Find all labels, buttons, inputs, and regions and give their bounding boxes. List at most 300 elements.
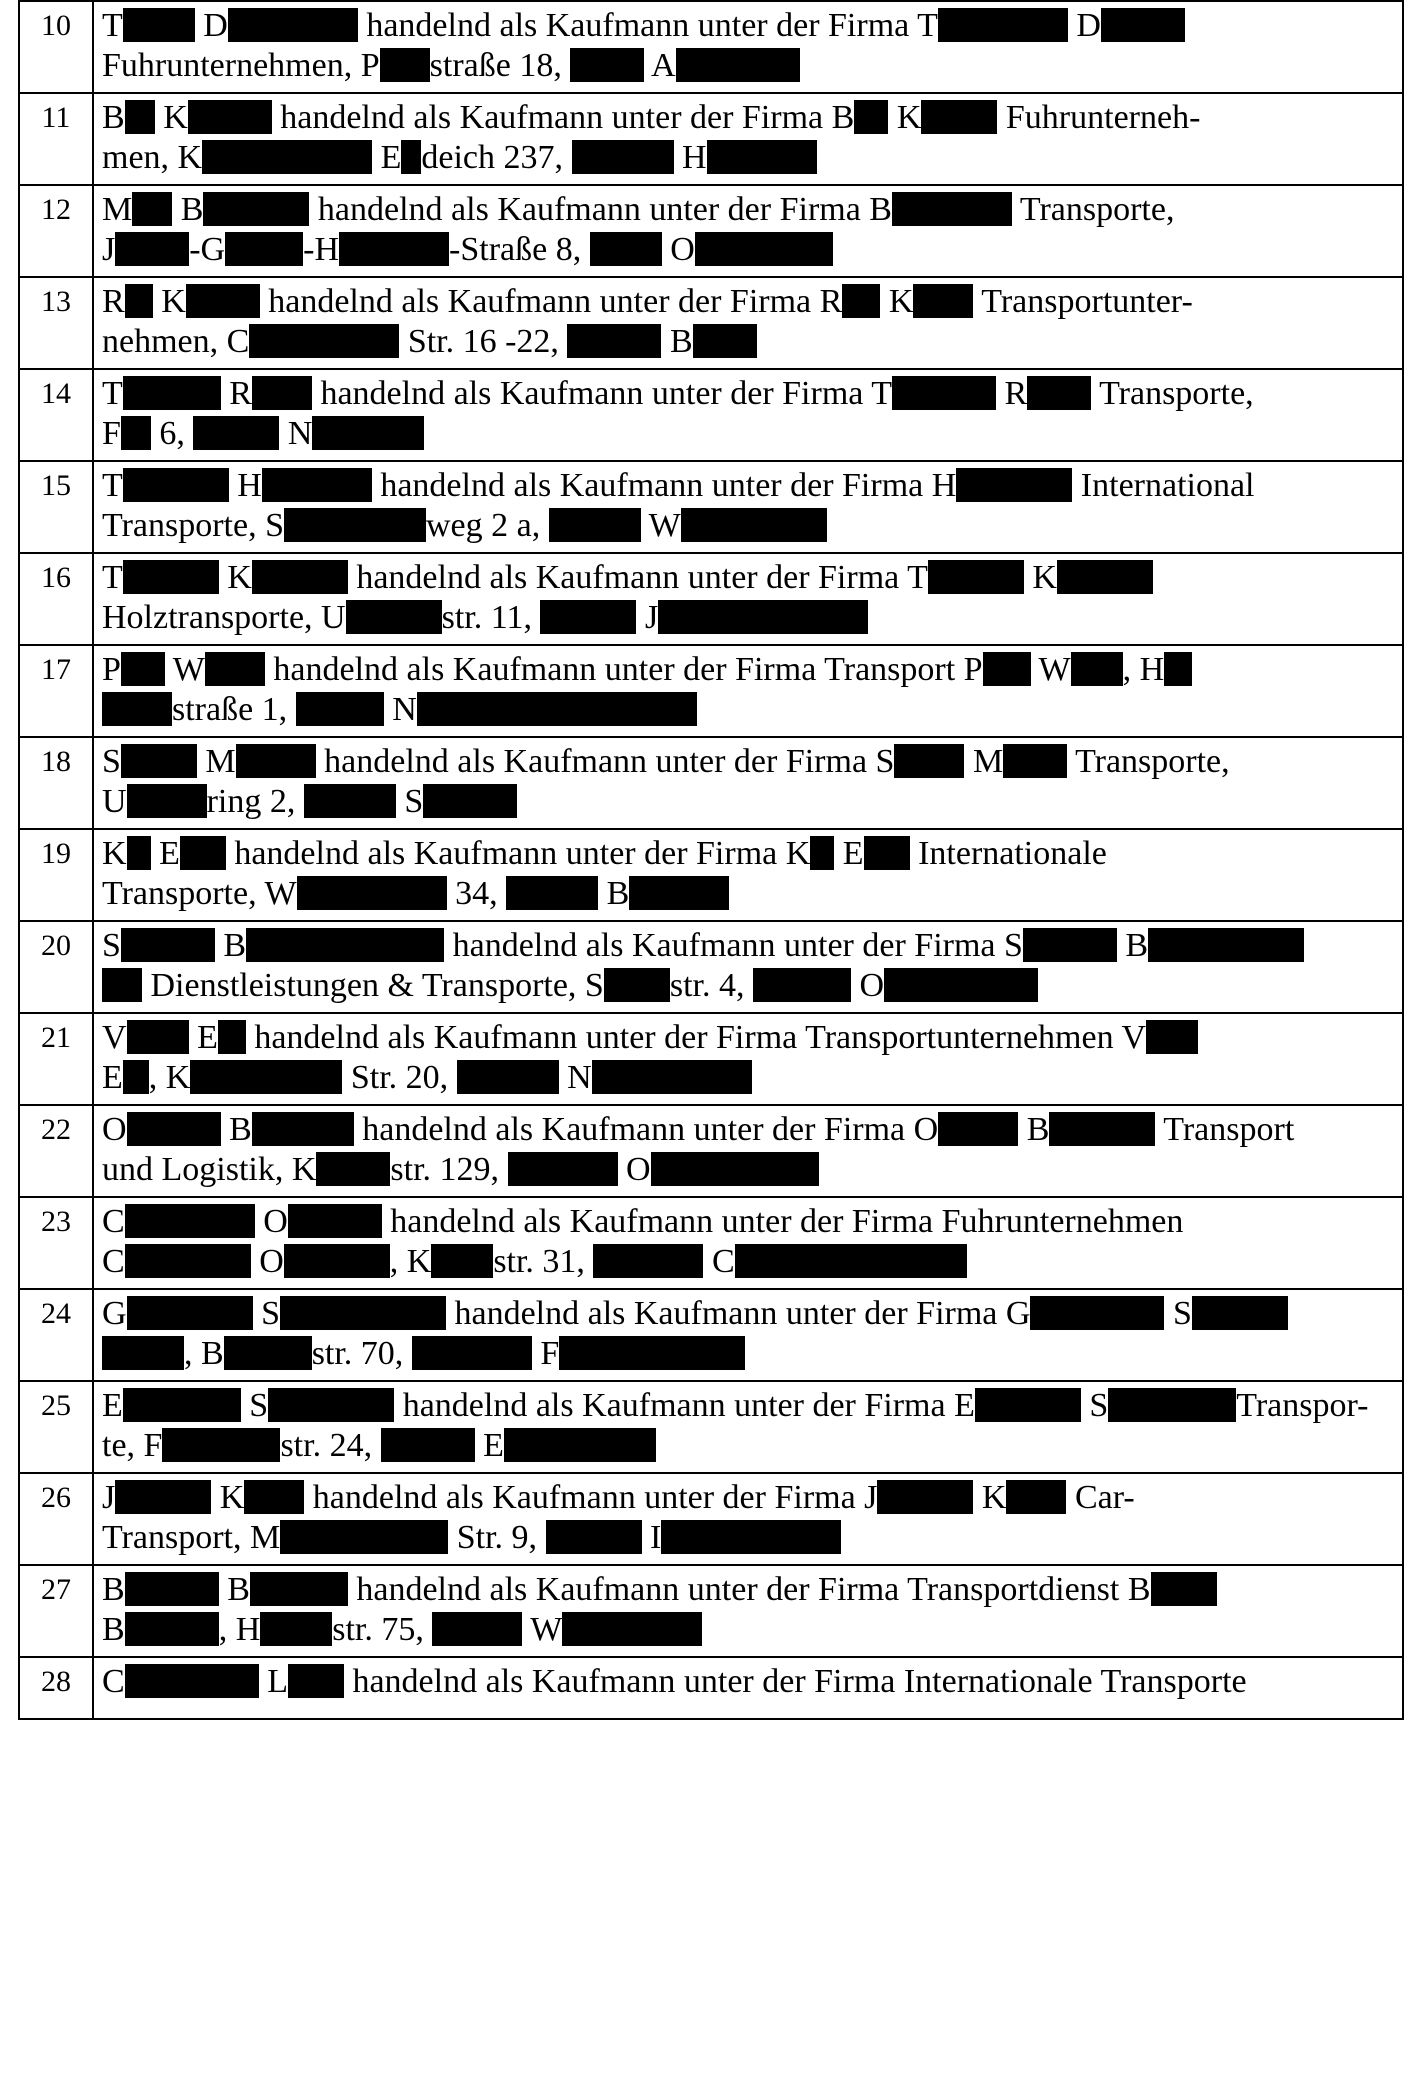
entry-text-segment: B [1018,1111,1050,1148]
redaction-bar [1151,1572,1217,1606]
entry-line [102,1571,1217,1608]
entry-text-segment: H [228,467,262,504]
redaction-bar [127,1020,189,1054]
entry-text [93,1289,1403,1381]
redaction-bar [162,1428,280,1462]
row-number: 18 [19,737,93,829]
entry-line [102,927,1304,964]
redaction-bar [125,1244,251,1278]
entry-text-segment: und Logistik, K [102,1151,317,1188]
redaction-bar [1146,1020,1198,1054]
redaction-bar [1023,928,1117,962]
entry-text-segment: , H [1122,651,1165,688]
redaction-bar [562,1612,702,1646]
redaction-bar [590,232,662,266]
redaction-bar [658,600,868,634]
redaction-bar [123,468,229,502]
redaction-bar [252,376,312,410]
entry-text-segment: handelnd als Kaufmann unter der Firma R [259,283,843,320]
entry-line [102,99,1200,136]
redaction-bar [854,100,888,134]
row-number: 10 [19,1,93,93]
redaction-bar [125,1572,219,1606]
row-number: 19 [19,829,93,921]
entry-line [102,138,1396,178]
entry-line [102,467,1255,504]
redaction-bar [928,560,1024,594]
redaction-bar [312,416,424,450]
entry-text-segment: O [250,1243,284,1280]
entry-text-segment: Holztransporte, U [102,599,346,636]
row-number: 23 [19,1197,93,1289]
entry-text-segment: F [531,1335,560,1372]
table-row [19,645,1403,737]
entry-text-segment: te, F [102,1427,163,1464]
redaction-bar [102,968,142,1002]
redaction-bar [504,1428,656,1462]
entry-line [102,283,1193,320]
table-row [19,461,1403,553]
entry-text-segment: N [279,415,313,452]
entry-line [102,559,1153,596]
entry-text-segment: W [1030,651,1071,688]
entry-text-segment: W [640,507,681,544]
redaction-bar [1108,1388,1236,1422]
entry-text-segment: A [644,47,676,84]
entry-text-segment: Fuhrunternehmen, P [102,47,380,84]
entry-text [93,1473,1403,1565]
entry-text-segment: J [636,599,659,636]
entry-text [93,1565,1403,1657]
row-number: 24 [19,1289,93,1381]
entry-text-segment: E [102,1387,123,1424]
entry-text-segment: R [102,283,125,320]
entry-line [102,1295,1288,1332]
table-row [19,277,1403,369]
redaction-bar [115,1480,211,1514]
row-number: 17 [19,645,93,737]
entry-line [102,1242,1396,1282]
redaction-bar [913,284,973,318]
entry-text-segment: str. 75, [332,1611,433,1648]
entry-text [93,553,1403,645]
entry-line [102,743,1230,780]
entry-text-segment: -H [303,231,340,268]
entry-text-segment: B [598,875,630,912]
entry-text-segment: B [102,1571,125,1608]
table-row [19,1013,1403,1105]
entry-text [93,185,1403,277]
entry-text [93,829,1403,921]
entry-text-segment: B [218,1571,250,1608]
redaction-bar [753,968,851,1002]
entry-text-segment: Transporte, [1091,375,1254,412]
entry-text-segment: M [196,743,236,780]
entry-text-segment: weg 2 a, [426,507,549,544]
redaction-bar [921,100,997,134]
redaction-bar [432,1612,522,1646]
entry-text-segment: nehmen, C [102,323,250,360]
entry-text-segment: ring 2, [206,783,304,820]
redaction-bar [1027,376,1091,410]
entry-text-segment: R [220,375,252,412]
redaction-bar [506,876,598,910]
entry-text-segment: O [850,967,885,1004]
entry-text-segment: O [617,1151,651,1188]
entry-text-segment: Str. 20, [342,1059,457,1096]
entry-text-segment: Str. 9, [448,1519,546,1556]
table-row [19,1,1403,93]
redaction-bar [102,692,172,726]
entry-text [93,1105,1403,1197]
row-number: 22 [19,1105,93,1197]
entry-text-segment: F [102,415,121,452]
entry-text-segment: O [661,231,695,268]
redaction-bar [102,1336,184,1370]
table-row [19,369,1403,461]
entry-text-segment: -Straße 8, [449,231,590,268]
redaction-bar [457,1060,559,1094]
table-row [19,1105,1403,1197]
redaction-bar [284,508,426,542]
redaction-bar [132,192,172,226]
entry-text-segment: E [150,835,180,872]
redaction-bar [894,744,964,778]
entry-text-segment: C [703,1243,735,1280]
entry-text-segment: T [102,467,123,504]
entry-text-segment: straße 1, [172,691,296,728]
row-number: 11 [19,93,93,185]
redaction-bar [884,968,1038,1002]
entry-text [93,93,1403,185]
redaction-bar [218,1020,246,1054]
entry-text-segment: Transporte, [1067,743,1230,780]
entry-text-segment: I [641,1519,662,1556]
redaction-bar [224,1336,312,1370]
entry-text-segment: K [102,835,127,872]
entry-text-segment: E [372,139,402,176]
entry-line [102,1150,1396,1190]
row-number: 27 [19,1565,93,1657]
entry-line [102,1111,1294,1148]
redaction-bar [250,1572,348,1606]
entry-text-segment: K [880,283,914,320]
redaction-bar [280,1520,448,1554]
entry-text-segment: S [252,1295,280,1332]
entry-text-segment: handelnd als Kaufmann unter der Firma Fuhrunternehmen [381,1203,1184,1240]
entry-text [93,645,1403,737]
entry-text-segment: Transportunter- [973,283,1193,320]
entry-text-segment: handelnd als Kaufmann unter der Firma T [357,7,938,44]
redaction-bar [381,1428,475,1462]
redaction-bar [244,1480,304,1514]
redaction-bar [304,784,396,818]
entry-line [102,1334,1396,1374]
redaction-bar [262,468,372,502]
redaction-bar [121,416,151,450]
redaction-bar [123,1060,149,1094]
entry-text-segment: str. 24, [280,1427,381,1464]
entry-text-segment: , B [184,1335,224,1372]
entry-text-segment: , H [218,1611,261,1648]
redaction-bar [707,140,817,174]
redaction-bar [190,1060,342,1094]
row-number: 20 [19,921,93,1013]
redaction-bar [1057,560,1153,594]
redaction-bar [431,1244,493,1278]
redaction-bar [592,1060,752,1094]
redaction-bar [121,928,215,962]
entry-line [102,690,1396,730]
entry-text [93,461,1403,553]
entry-text-segment: C [102,1243,125,1280]
table-row [19,1197,1403,1289]
entry-text-segment: S [1164,1295,1192,1332]
entry-text-segment: str. 31, [493,1243,594,1280]
entry-text-segment: handelnd als Kaufmann unter der Firma Transport P [264,651,983,688]
redaction-bar [125,100,155,134]
entry-text-segment: V [102,1019,127,1056]
entry-text-segment: C [102,1663,125,1700]
table-row [19,829,1403,921]
entry-text [93,921,1403,1013]
redaction-bar [572,140,674,174]
entry-text-segment: E [102,1059,123,1096]
entry-text-segment: B [172,191,204,228]
entry-text-segment: Transporte, W [102,875,297,912]
redaction-bar [629,876,729,910]
entry-text [93,369,1403,461]
redaction-bar [559,1336,745,1370]
table-row [19,1289,1403,1381]
table-row [19,1565,1403,1657]
entry-text-segment: C [102,1203,125,1240]
redaction-bar [975,1388,1081,1422]
redaction-bar [203,192,309,226]
entry-line [102,1426,1396,1466]
redaction-bar [1030,1296,1164,1330]
entry-text-segment: H [673,139,707,176]
entry-text [93,1,1403,93]
redaction-bar [1049,1112,1155,1146]
row-number: 14 [19,369,93,461]
redaction-bar [228,8,358,42]
entry-line [102,1663,1247,1700]
redaction-bar [296,692,384,726]
redaction-bar [695,232,833,266]
entry-text-segment: deich 237, [421,139,572,176]
entry-text-segment: O [254,1203,288,1240]
entry-text-segment: B [220,1111,252,1148]
redaction-bar [1148,928,1304,962]
row-number: 12 [19,185,93,277]
redaction-bar [540,600,636,634]
entry-line [102,598,1396,638]
redaction-bar [417,692,697,726]
redaction-bar [735,1244,967,1278]
redaction-bar [115,232,189,266]
redaction-bar [125,1204,255,1238]
entry-text-segment: M [102,191,133,228]
redaction-bar [508,1152,618,1186]
redaction-bar [380,48,430,82]
entry-text-segment: W [522,1611,563,1648]
redaction-bar [125,284,153,318]
entry-text-segment: handelnd als Kaufmann unter der Firma Internationale Transporte [343,1663,1247,1700]
table-row [19,1657,1403,1719]
table-row [19,1473,1403,1565]
entry-text-segment: handelnd als Kaufmann unter der Firma T [347,559,928,596]
entry-text-segment: str. 11, [441,599,541,636]
entry-text-segment: str. 129, [390,1151,508,1188]
entry-text-segment: handelnd als Kaufmann unter der Firma T [311,375,893,412]
entry-text-segment: D [1067,7,1101,44]
entry-line [102,7,1185,44]
entry-text [93,277,1403,369]
entry-text-segment: , K [389,1243,432,1280]
redaction-bar [593,1244,703,1278]
entry-text-segment: B [661,323,693,360]
row-number: 16 [19,553,93,645]
entry-line [102,1518,1396,1558]
redaction-bar [1006,1480,1066,1514]
entry-text-segment: str. 4, [669,967,753,1004]
redaction-bar [1003,744,1067,778]
redaction-bar [810,836,834,870]
entry-line [102,1387,1368,1424]
redaction-bar [180,836,226,870]
entry-line [102,1203,1183,1240]
entry-line [102,230,1396,270]
entry-text-segment: T [102,559,123,596]
redaction-bar [268,1388,394,1422]
entry-text-segment: G [102,1295,127,1332]
redaction-bar [127,836,151,870]
table-body [19,1,1403,1719]
redaction-bar [127,784,207,818]
row-number: 25 [19,1381,93,1473]
redaction-bar [202,140,372,174]
entry-text-segment: E [188,1019,218,1056]
redaction-bar [681,508,827,542]
entry-text-segment: men, K [102,139,203,176]
redaction-bar [193,416,279,450]
redaction-bar [225,232,303,266]
entry-text [93,1657,1403,1719]
redaction-bar [892,376,996,410]
table-row [19,737,1403,829]
entry-text-segment: S [395,783,424,820]
redaction-bar [842,284,880,318]
entry-text-segment: K [152,283,186,320]
redaction-bar [339,232,449,266]
entry-text-segment: T [102,7,123,44]
redaction-bar [280,1296,446,1330]
redaction-bar [249,324,399,358]
entry-line [102,874,1396,914]
entry-text-segment: Fuhrunterneh- [997,99,1201,136]
entry-text-segment: str. 70, [311,1335,412,1372]
entry-line [102,1058,1396,1098]
entry-line [102,1019,1198,1056]
redaction-bar [121,652,165,686]
entry-text-segment: L [258,1663,288,1700]
redaction-bar [877,1480,973,1514]
entry-text-segment: Transport, M [102,1519,281,1556]
company-register-table [18,0,1404,1720]
entry-text-segment: D [194,7,228,44]
entry-text [93,1013,1403,1105]
redaction-bar [121,744,197,778]
redaction-bar [661,1520,841,1554]
entry-line [102,506,1396,546]
entry-text-segment: handelnd als Kaufmann unter der Firma B [271,99,855,136]
entry-text-segment: Transporte, [1012,191,1175,228]
redaction-bar [604,968,670,1002]
entry-text-segment: handelnd als Kaufmann unter der Firma O [353,1111,939,1148]
redaction-bar [676,48,800,82]
entry-text-segment: International [1072,467,1255,504]
redaction-bar [188,100,272,134]
redaction-bar [127,1112,221,1146]
redaction-bar [1164,652,1192,686]
entry-line [102,782,1396,822]
redaction-bar [1101,8,1185,42]
entry-text-segment: W [164,651,205,688]
entry-text-segment: K [211,1479,245,1516]
redaction-bar [123,560,219,594]
entry-line [102,322,1396,362]
entry-text-segment: Transport [1155,1111,1295,1148]
redaction-bar [423,784,517,818]
redaction-bar [549,508,641,542]
entry-text-segment: E [474,1427,504,1464]
entry-text-segment: B [102,1611,125,1648]
redaction-bar [260,1612,332,1646]
redaction-bar [288,1204,382,1238]
entry-line [102,835,1107,872]
redaction-bar [236,744,316,778]
entry-text-segment: Transporte, S [102,507,284,544]
entry-text-segment: M [964,743,1004,780]
redaction-bar [956,468,1072,502]
entry-text-segment: 34, [446,875,507,912]
entry-text-segment: handelnd als Kaufmann unter der Firma E [394,1387,975,1424]
entry-text-segment: R [996,375,1028,412]
entry-text-segment: straße 18, [429,47,571,84]
table-row [19,921,1403,1013]
redaction-bar [401,140,421,174]
entry-text-segment: handelnd als Kaufmann unter der Firma H [371,467,957,504]
entry-line [102,1610,1396,1650]
entry-text-segment: handelnd als Kaufmann unter der Firma G [445,1295,1031,1332]
entry-text-segment: 6, [150,415,194,452]
entry-text-segment: S [102,927,121,964]
row-number: 28 [19,1657,93,1719]
entry-text-segment: handelnd als Kaufmann unter der Firma Transportdienst B [347,1571,1151,1608]
entry-line [102,414,1396,454]
redaction-bar [546,1520,642,1554]
entry-text-segment: T [102,375,123,412]
redaction-bar [288,1664,344,1698]
redaction-bar [693,324,757,358]
entry-text-segment: handelnd als Kaufmann unter der Firma S [444,927,1023,964]
redaction-bar [125,1612,219,1646]
redaction-bar [252,560,348,594]
redaction-bar [892,192,1012,226]
entry-text-segment: J [102,231,116,268]
entry-text-segment: K [154,99,188,136]
